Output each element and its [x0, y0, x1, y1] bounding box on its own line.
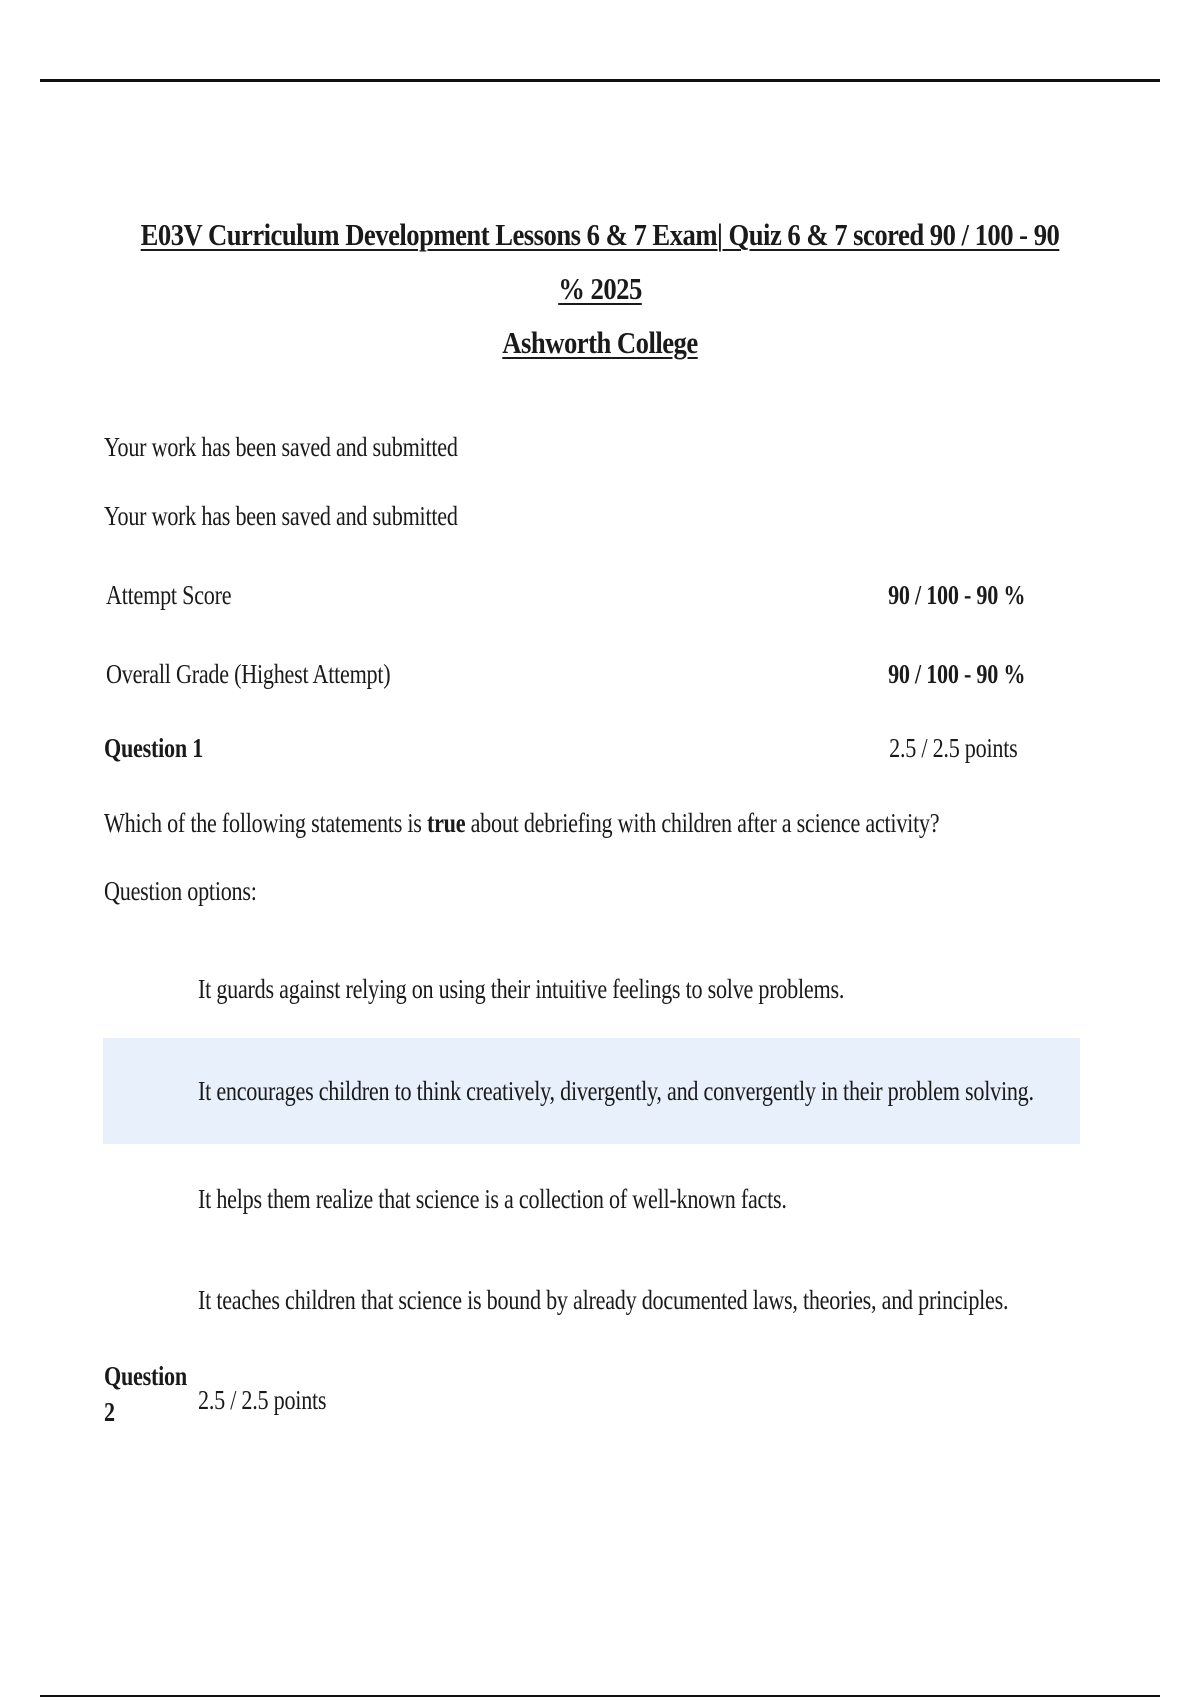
question-1-prompt-end: about debriefing with children after a science activity?	[465, 808, 940, 838]
bottom-rule	[40, 1695, 1160, 1697]
attempt-score-label: Attempt Score	[106, 580, 232, 610]
overall-grade-value: 90 / 100 - 90 %	[887, 659, 1025, 689]
document-title	[136, 208, 1065, 370]
question-1-label: Question 1	[104, 733, 204, 763]
attempt-score-value: 90 / 100 - 90 %	[887, 580, 1025, 610]
question-2-label-line-1: Question	[104, 1361, 187, 1391]
question-2-label-line-2: 2	[104, 1397, 115, 1427]
submission-status: Your work has been saved and submitted	[104, 432, 458, 462]
question-2-label	[104, 1358, 187, 1430]
top-rule	[40, 79, 1160, 82]
question-1-points: 2.5 / 2.5 points	[888, 733, 1017, 763]
question-2-points: 2.5 / 2.5 points	[198, 1385, 327, 1415]
question-1-option[interactable]: It guards against relying on using their intuitive feelings to solve problems.	[198, 974, 845, 1004]
title-line-2: Ashworth College	[502, 325, 698, 360]
question-1-option[interactable]: It helps them realize that science is a collection of well-known facts.	[198, 1184, 787, 1214]
question-1-prompt-emphasis: true	[426, 808, 466, 838]
question-1-prompt	[104, 808, 939, 839]
question-options-label: Question options:	[104, 876, 257, 906]
question-1-option[interactable]: It teaches children that science is bound by already documented laws, theories, and principles.	[198, 1285, 1009, 1315]
question-1-option-selected[interactable]: It encourages children to think creatively, divergently, and convergently in their problem solving.	[198, 1076, 1034, 1106]
submission-status: Your work has been saved and submitted	[104, 501, 458, 531]
question-1-prompt-start: Which of the following statements is	[104, 808, 427, 838]
overall-grade-label: Overall Grade (Highest Attempt)	[106, 659, 391, 689]
title-line-1: E03V Curriculum Development Lessons 6 & 7 Exam| Quiz 6 & 7 scored 90 / 100 - 90 % 2025	[140, 217, 1060, 306]
